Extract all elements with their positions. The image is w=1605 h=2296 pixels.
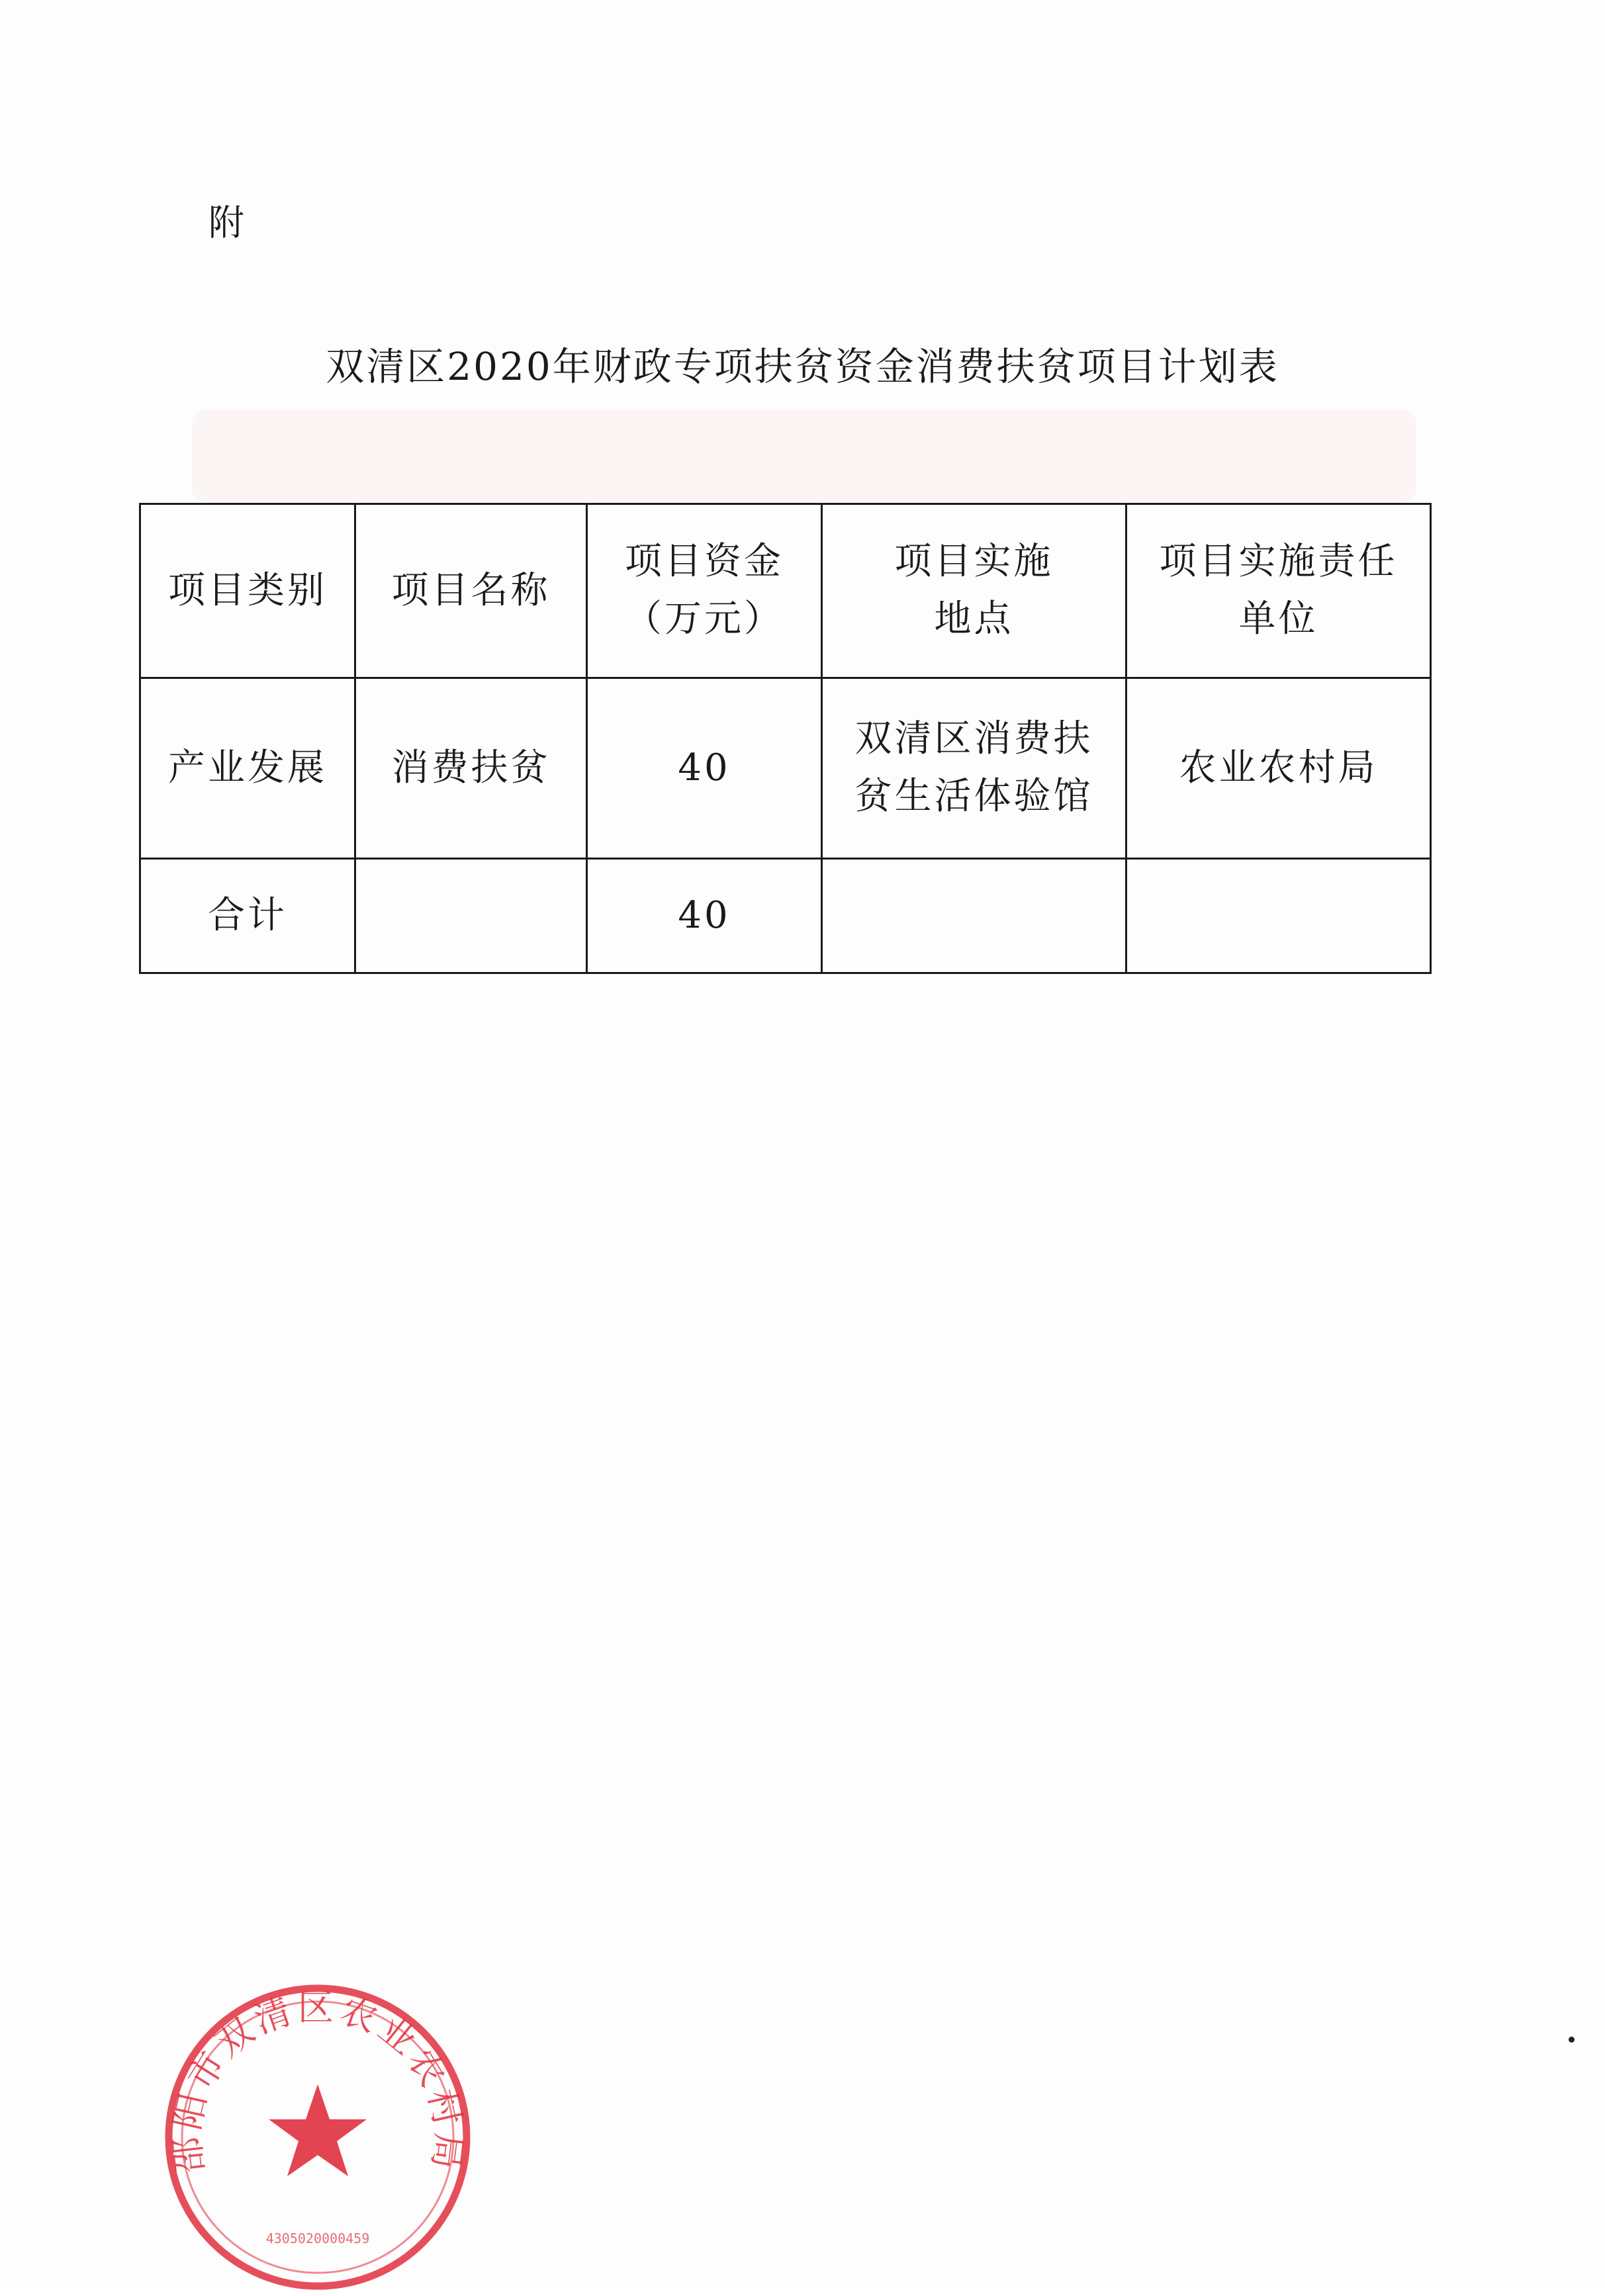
header-name [355, 504, 587, 678]
header-line: 单位 [1238, 597, 1318, 640]
total-unit [1126, 859, 1431, 973]
total-location [822, 859, 1126, 973]
document-title: 双清区2020年财政专项扶贫资金消费扶贫项目计划表 [326, 344, 1279, 389]
project-plan-table [139, 503, 1432, 974]
table-header-row [140, 504, 1431, 678]
header-responsible-unit [1126, 504, 1431, 678]
header-line: 项目类别 [168, 568, 327, 612]
seal-serial: 4305020000459 [265, 2230, 370, 2246]
cell-location [822, 678, 1126, 859]
total-name [355, 859, 587, 973]
header-line: （万元） [625, 597, 784, 640]
seal-star [269, 2084, 367, 2176]
cell-category: 产业发展 [140, 678, 355, 859]
official-seal [159, 1978, 477, 2296]
location-line: 双清区消费扶 [854, 717, 1093, 761]
bleed-through-mark [192, 410, 1416, 503]
total-funds: 40 [587, 859, 822, 973]
cell-name: 消费扶贫 [355, 678, 587, 859]
header-line: 项目名称 [391, 568, 551, 612]
scan-speck [1569, 2037, 1575, 2043]
attachment-label: 附 [208, 202, 244, 243]
header-line: 项目实施 [894, 540, 1054, 584]
location-line: 贫生活体验馆 [854, 775, 1093, 818]
header-line: 项目实施责任 [1159, 540, 1398, 584]
header-location [822, 504, 1126, 678]
cell-funds: 40 [587, 678, 822, 859]
header-funds [587, 504, 822, 678]
total-label: 合计 [140, 859, 355, 973]
table-total-row [140, 859, 1431, 973]
cell-responsible-unit: 农业农村局 [1126, 678, 1431, 859]
header-line: 地点 [934, 597, 1014, 640]
table-row [140, 678, 1431, 859]
header-line: 项目资金 [625, 540, 784, 584]
seal-text-path: 邵阳市双清区农业农村局 [165, 1987, 470, 2176]
header-category [140, 504, 355, 678]
